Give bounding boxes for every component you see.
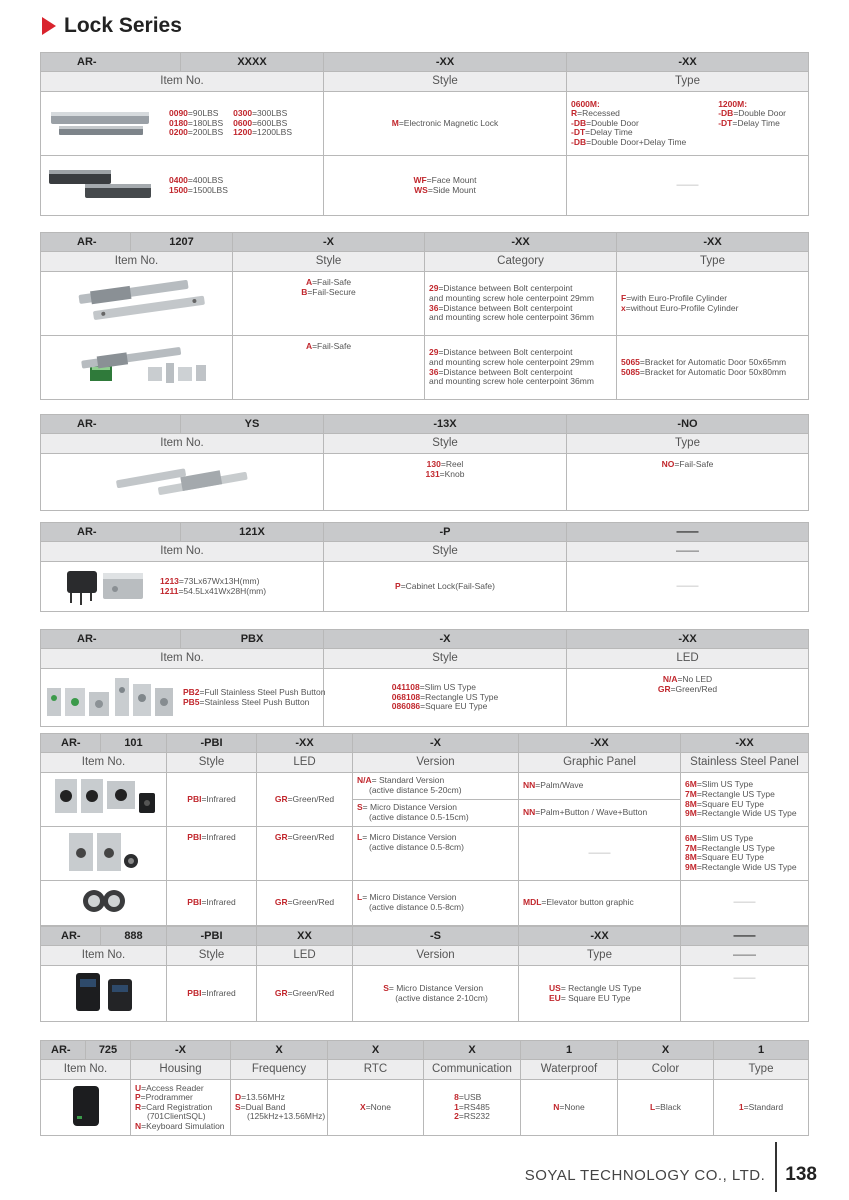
code-row — [41, 927, 809, 946]
title-triangle-icon — [42, 17, 56, 35]
magnetic-lock-image — [45, 166, 155, 206]
item-cell — [41, 272, 233, 336]
code-cell: -X — [131, 1041, 231, 1060]
ar-pbx-table — [40, 629, 809, 727]
code-cell: -XX — [567, 53, 809, 72]
infrared-reader-image — [64, 969, 144, 1015]
header-cell: Item No. — [41, 434, 324, 454]
type-cell: 1=Standard — [714, 1080, 809, 1136]
code-cell: -X — [324, 630, 567, 649]
waterproof-cell: N=None — [521, 1080, 618, 1136]
code-cell: —— — [681, 927, 809, 946]
item-cell — [41, 156, 324, 216]
bolt-kit-image — [62, 343, 212, 389]
graphic-panel-cell: NN=Palm/Wave — [519, 773, 681, 800]
item-option: 0600=600LBS — [233, 117, 288, 128]
table-row — [41, 562, 809, 612]
table-row — [41, 773, 809, 800]
header-cell: Item No. — [41, 649, 324, 669]
item-option: 0180=180LBS — [169, 117, 224, 128]
led-cell: GR=Green/Red — [257, 966, 353, 1022]
ar-101-pbi-table — [40, 733, 809, 926]
code-cell: -XX — [681, 734, 809, 753]
header-cell: Type — [714, 1060, 809, 1080]
code-cell: 101 — [101, 734, 167, 753]
page-number: 138 — [785, 1164, 817, 1185]
code-cell: 888 — [101, 927, 167, 946]
code-prefix: AR- — [41, 927, 101, 946]
header-cell: Item No. — [41, 542, 324, 562]
header-cell: Item No. — [41, 252, 233, 272]
steel-panel-cell: 6M=Slim US Type 7M=Rectangle US Type 8M=Square EU Type 9M=Rectangle Wide US Type — [681, 773, 809, 827]
code-cell: -XX — [257, 734, 353, 753]
version-cell: S= Micro Distance Version (active distance 2-10cm) — [353, 966, 519, 1022]
item-cell — [41, 669, 324, 727]
code-prefix: AR- — [41, 734, 101, 753]
code-cell: 1 — [714, 1041, 809, 1060]
item-option: 1213=73Lx67Wx13H(mm) — [160, 575, 260, 586]
version-cell: N/A= Standard Version (active distance 5-20cm) — [353, 773, 519, 800]
electric-strike-image — [107, 457, 257, 505]
code-row — [41, 734, 809, 753]
header-cell: Item No. — [41, 753, 167, 773]
code-cell: -X — [353, 734, 519, 753]
header-cell: Housing — [131, 1060, 231, 1080]
code-row — [41, 233, 809, 252]
type-cell: 5065=Bracket for Automatic Door 50x65mm 5085=Bracket for Automatic Door 50x80mm — [617, 336, 809, 400]
push-button-panels-image — [45, 676, 175, 720]
version-cell: L= Micro Distance Version (active distance 0.5-8cm) — [353, 827, 519, 881]
style-cell: A=Fail-Safe B=Fail-Secure — [233, 272, 425, 336]
code-row — [41, 1041, 809, 1060]
steel-panel-cell: —— — [681, 880, 809, 925]
type-cell: NO=Fail-Safe — [567, 454, 809, 511]
steel-panel-cell: 6M=Slim US Type 7M=Rectangle US Type 8M=Square EU Type 9M=Rectangle Wide US Type — [681, 827, 809, 881]
style-cell: PBI=Infrared — [167, 880, 257, 925]
housing-cell: U=Access Reader P=Prodrammer R=Card Registration (701ClientSQL) N=Keyboard Simulation — [131, 1080, 231, 1136]
code-prefix: AR- — [41, 415, 181, 434]
header-cell: —— — [567, 542, 809, 562]
header-row — [41, 753, 809, 773]
code-cell: PBX — [181, 630, 324, 649]
code-cell: -PBI — [167, 734, 257, 753]
item-option: 1200=1200LBS — [233, 127, 293, 138]
code-cell: 1 — [521, 1041, 618, 1060]
graphic-panel-cell: MDL=Elevator button graphic — [519, 880, 681, 925]
header-cell: Waterproof — [521, 1060, 618, 1080]
item-cell — [41, 454, 324, 511]
header-cell: Style — [324, 434, 567, 454]
header-cell: RTC — [328, 1060, 424, 1080]
header-cell: Style — [233, 252, 425, 272]
header-cell: Version — [353, 753, 519, 773]
header-cell: Color — [618, 1060, 714, 1080]
ar-888-pbi-table — [40, 926, 809, 1022]
type-cell — [567, 92, 809, 156]
code-row — [41, 523, 809, 542]
ar-121x-table — [40, 522, 809, 612]
header-cell: LED — [567, 649, 809, 669]
footer-divider — [775, 1142, 777, 1192]
code-prefix: AR- — [41, 1041, 86, 1060]
header-cell: Item No. — [41, 1060, 131, 1080]
header-row — [41, 434, 809, 454]
item-option: 0200=200LBS — [169, 127, 224, 138]
version-cell: S= Micro Distance Version (active distance 0.5-15cm) — [353, 800, 519, 827]
type-cell: —— — [567, 156, 809, 216]
header-cell: Version — [353, 946, 519, 966]
card-reader-image — [61, 1082, 111, 1130]
table-row — [41, 336, 809, 400]
item-option: 0090=90LBS — [169, 108, 219, 119]
code-cell: -XX — [567, 630, 809, 649]
table-row — [41, 966, 809, 1022]
style-cell: PBI=Infrared — [167, 773, 257, 827]
graphic-panel-cell: NN=Palm+Button / Wave+Button — [519, 800, 681, 827]
code-cell: -PBI — [167, 927, 257, 946]
item-cell — [41, 966, 167, 1022]
code-prefix: AR- — [41, 53, 181, 72]
code-cell: -S — [353, 927, 519, 946]
item-cell — [41, 880, 167, 925]
infrared-switch-image — [49, 775, 159, 821]
item-option: 0300=300LBS — [233, 108, 288, 119]
header-cell: Style — [324, 72, 567, 92]
code-prefix: AR- — [41, 233, 131, 252]
code-cell: X — [424, 1041, 521, 1060]
style-cell: 130=Reel 131=Knob — [324, 454, 567, 511]
header-cell: Style — [167, 946, 257, 966]
header-cell: Type — [567, 72, 809, 92]
item-option: PB5=Stainless Steel Push Button — [183, 696, 310, 707]
code-prefix: AR- — [41, 523, 181, 542]
style-cell: PBI=Infrared — [167, 966, 257, 1022]
code-cell: -XX — [324, 53, 567, 72]
header-row — [41, 252, 809, 272]
item-cell — [41, 773, 167, 827]
header-cell: Type — [519, 946, 681, 966]
table-row — [41, 272, 809, 336]
graphic-panel-cell: —— — [519, 827, 681, 881]
style-cell: 041108=Slim US Type 068108=Rectangle US Type 086086=Square EU Type — [324, 669, 567, 727]
round-switch-image — [74, 886, 134, 916]
code-cell: 1207 — [131, 233, 233, 252]
ar-1207-table — [40, 232, 809, 400]
code-cell: -NO — [567, 415, 809, 434]
header-row — [41, 946, 809, 966]
table-row — [41, 669, 809, 727]
code-cell: -13X — [324, 415, 567, 434]
table-row — [41, 1080, 809, 1136]
header-cell: Type — [567, 434, 809, 454]
table-row — [41, 92, 809, 156]
header-cell: Graphic Panel — [519, 753, 681, 773]
code-cell: —— — [567, 523, 809, 542]
table-row — [41, 454, 809, 511]
type-group-0600m: 0600M: R=Recessed -DB=Double Door -DT=Delay Time -DB=Double Door+Delay Time — [571, 98, 687, 147]
header-cell: LED — [257, 946, 353, 966]
page-header — [42, 14, 182, 38]
code-cell: -P — [324, 523, 567, 542]
table-row — [41, 156, 809, 216]
magnetic-lock-image — [45, 106, 155, 142]
code-cell: X — [618, 1041, 714, 1060]
header-cell: Style — [324, 542, 567, 562]
code-row — [41, 415, 809, 434]
frequency-cell: D=13.56MHz S=Dual Band (125kHz+13.56MHz) — [231, 1080, 328, 1136]
page-title: Lock Series — [64, 14, 182, 37]
last-cell: —— — [681, 966, 809, 1022]
item-cell — [41, 1080, 131, 1136]
led-cell: GR=Green/Red — [257, 827, 353, 881]
item-option: 1500=1500LBS — [169, 184, 228, 195]
header-cell: Item No. — [41, 946, 167, 966]
code-cell: XX — [257, 927, 353, 946]
led-cell: N/A=No LED GR=Green/Red — [567, 669, 809, 727]
style-cell: A=Fail-Safe — [233, 336, 425, 400]
item-option: 1211=54.5Lx41Wx28H(mm) — [160, 585, 267, 596]
company-name: SOYAL TECHNOLOGY CO., LTD. — [524, 1166, 766, 1184]
ar-725-table — [40, 1040, 809, 1136]
code-cell: X — [231, 1041, 328, 1060]
item-cell — [41, 562, 324, 612]
style-cell: P=Cabinet Lock(Fail-Safe) — [324, 562, 567, 612]
page-footer — [525, 1150, 817, 1200]
table-row — [41, 880, 809, 925]
item-cell — [41, 827, 167, 881]
header-row — [41, 72, 809, 92]
item-cell — [41, 92, 324, 156]
code-cell: -XX — [519, 734, 681, 753]
rtc-cell: X=None — [328, 1080, 424, 1136]
ar-ys-table — [40, 414, 809, 511]
code-cell: X — [328, 1041, 424, 1060]
type-cell: US= Rectangle US Type EU= Square EU Type — [519, 966, 681, 1022]
item-cell — [41, 336, 233, 400]
header-cell: Style — [324, 649, 567, 669]
header-row — [41, 1060, 809, 1080]
led-cell: GR=Green/Red — [257, 773, 353, 827]
code-cell: -XX — [519, 927, 681, 946]
header-row — [41, 542, 809, 562]
type-group-1200m: 1200M: -DB=Double Door -DT=Delay Time — [718, 98, 786, 128]
code-cell: -XX — [425, 233, 617, 252]
code-cell: 121X — [181, 523, 324, 542]
header-cell: Stainless Steel Panel — [681, 753, 809, 773]
code-prefix: AR- — [41, 630, 181, 649]
item-option: PB2=Full Stainless Steel Push Button — [183, 686, 326, 697]
code-row — [41, 630, 809, 649]
category-cell: 29=Distance between Bolt centerpoint and mounting screw hole centerpoint 29mm 36=Distance between Bolt centerpoint and mounting screw hole centerpoint 36mm — [425, 336, 617, 400]
header-cell: Communication — [424, 1060, 521, 1080]
code-cell: YS — [181, 415, 324, 434]
color-cell: L=Black — [618, 1080, 714, 1136]
type-cell: F=with Euro-Profile Cylinder x=without Euro-Profile Cylinder — [617, 272, 809, 336]
header-row — [41, 649, 809, 669]
communication-cell: 8=USB 1=RS485 2=RS232 — [424, 1080, 521, 1136]
code-cell: 725 — [86, 1041, 131, 1060]
led-cell: GR=Green/Red — [257, 880, 353, 925]
header-cell: Type — [617, 252, 809, 272]
cabinet-lock-image — [45, 565, 150, 609]
header-cell: —— — [681, 946, 809, 966]
code-cell: XXXX — [181, 53, 324, 72]
version-cell: L= Micro Distance Version (active distance 0.5-8cm) — [353, 880, 519, 925]
code-row — [41, 53, 809, 72]
infrared-switch-image — [49, 829, 159, 875]
header-cell: Frequency — [231, 1060, 328, 1080]
style-cell: PBI=Infrared — [167, 827, 257, 881]
code-cell: -X — [233, 233, 425, 252]
item-option: 0400=400LBS — [169, 174, 224, 185]
header-cell: LED — [257, 753, 353, 773]
code-cell: -XX — [617, 233, 809, 252]
category-cell: 29=Distance between Bolt centerpoint and mounting screw hole centerpoint 29mm 36=Distance between Bolt centerpoint and mounting screw hole centerpoint 36mm — [425, 272, 617, 336]
electric-bolt-image — [62, 279, 212, 325]
header-cell: Category — [425, 252, 617, 272]
type-cell: —— — [567, 562, 809, 612]
style-cell: M=Electronic Magnetic Lock — [324, 92, 567, 156]
header-cell: Item No. — [41, 72, 324, 92]
header-cell: Style — [167, 753, 257, 773]
magnetic-lock-table — [40, 52, 809, 216]
style-cell: WF=Face Mount WS=Side Mount — [324, 156, 567, 216]
table-row — [41, 827, 809, 881]
